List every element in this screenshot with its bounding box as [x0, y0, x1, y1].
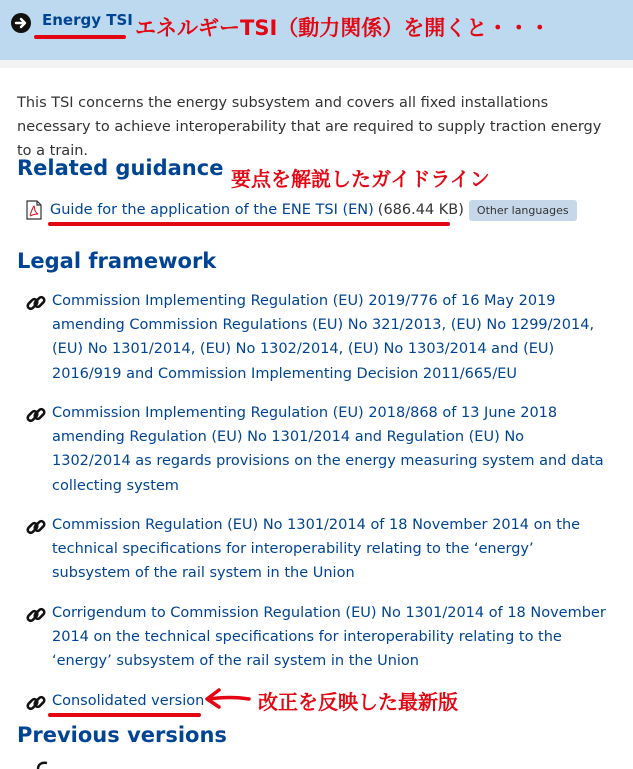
header-annotation: エネルギーTSI（動力関係）を開くと・・・ — [135, 16, 551, 40]
link-icon — [25, 692, 47, 714]
document-size: (686.44 KB) — [377, 202, 464, 218]
arrow-right-circle-icon[interactable] — [11, 13, 31, 33]
regulation-link[interactable]: Commission Regulation (EU) No 1301/2014 of 18 November 2014 on the technical specifications for interoperability relating to the ‘energy’ subsystem of the rail system in the Union — [52, 517, 581, 582]
annotation-underline — [34, 35, 126, 39]
related-guidance-title: Related guidance — [17, 156, 224, 180]
legal-framework-title: Legal framework — [17, 249, 217, 273]
regulation-link[interactable]: Corrigendum to Commission Regulation (EU) No 1301/2014 of 18 November 2014 on the technical specifications for interoperability relating to the ‘energy’ subsystem of the rail system in the Union — [52, 605, 606, 670]
previous-versions-title: Previous versions — [17, 723, 227, 747]
regulation-link[interactable]: Commission Implementing Regulation (EU) 2019/776 of 16 May 2019 amending Commission Regulations (EU) No 321/2013, (EU) No 1299/2014, (EU) No 1301/2014, (EU) No 1302/2014, (EU) No 1303/2014 and (EU) 2016/919 and Commission Implementing Decision 2011/665/EU — [52, 293, 595, 382]
link-icon — [25, 516, 47, 538]
intro-text: This TSI concerns the energy subsystem and covers all fixed installations necessary to achieve interoperability that are required to supply traction energy to a train. — [17, 95, 602, 159]
annotation-underline — [48, 222, 450, 226]
other-languages-button[interactable]: Other languages — [469, 200, 577, 221]
regulation-link[interactable]: Commission Implementing Regulation (EU) 2018/868 of 13 June 2018 amending Regulation (EU) No 1301/2014 and Regulation (EU) No 1302/2014 as regards provisions on the energy measuring system and data collecting system — [52, 405, 604, 494]
pdf-icon — [26, 200, 42, 220]
annotation-arrow-icon — [203, 686, 251, 710]
energy-tsi-link[interactable]: Energy TSI — [42, 11, 133, 29]
consolidated-version-link[interactable]: Consolidated version — [52, 693, 205, 709]
guidance-document-row — [26, 198, 577, 222]
link-icon — [25, 604, 47, 626]
page-header — [0, 0, 633, 60]
annotation-underline — [48, 713, 201, 717]
link-icon — [25, 404, 47, 426]
guidance-document-link[interactable]: Guide for the application of the ENE TSI (EN) — [50, 202, 374, 218]
guidance-annotation: 要点を解説したガイドライン — [231, 167, 490, 191]
consolidated-annotation: 改正を反映した最新版 — [258, 690, 458, 714]
link-icon — [36, 761, 50, 769]
link-icon — [25, 292, 47, 314]
header-spacer — [0, 60, 633, 68]
